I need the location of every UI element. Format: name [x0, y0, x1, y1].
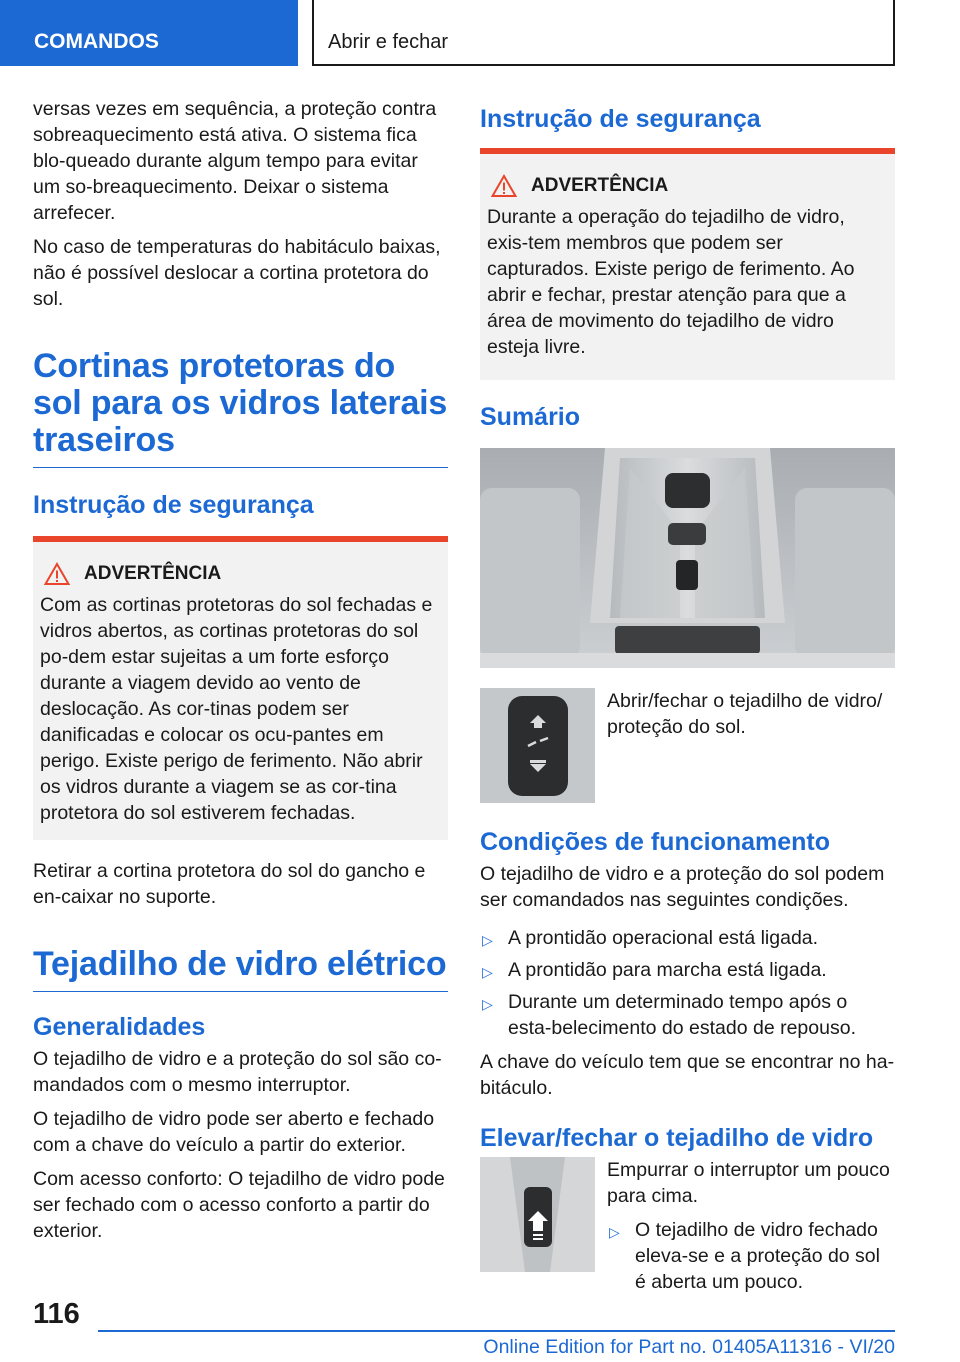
roof-switch-image	[480, 688, 595, 803]
section-heading-general: Generalidades	[33, 1013, 206, 1041]
section-heading-raise: Elevar/fechar o tejadilho de vidro	[480, 1124, 874, 1152]
list-item: ▷ A prontidão operacional está ligada.	[480, 925, 895, 951]
roof-console-image	[480, 448, 895, 668]
right-column	[480, 104, 895, 1303]
paragraph: Retirar a cortina protetora do sol do gancho e en-caixar no suporte.	[33, 860, 426, 908]
paragraph: O tejadilho de vidro e a proteção do sol são co-mandados com o mesmo interruptor.	[33, 1048, 442, 1096]
warning-title: ADVERTÊNCIA	[531, 175, 669, 196]
paragraph: O tejadilho de vidro pode ser aberto e fechado com a chave do veículo a partir do exterior.	[33, 1108, 435, 1156]
warning-triangle-icon	[44, 562, 70, 586]
warning-text: Durante a operação do tejadilho de vidro, exis-tem membros que podem ser capturados. Existe perigo de ferimento. Ao abrir e fechar, prestar atenção para que a área de movimento do tejadilho de vidro esteja livre.	[487, 206, 855, 358]
chapter-heading-curtains: Cortinas protetoras do sol para os vidros laterais traseiros	[33, 348, 448, 468]
switch-figure	[480, 688, 895, 803]
switch-caption: Abrir/fechar o tejadilho de vidro/ proteção do sol.	[607, 690, 883, 738]
paragraph: O tejadilho de vidro e a proteção do sol podem ser comandados nas seguintes condições.	[480, 863, 885, 911]
chapter-heading-roof: Tejadilho de vidro elétrico	[33, 946, 448, 992]
chapter-title: Abrir e fechar	[312, 0, 895, 66]
warning-text: Com as cortinas protetoras do sol fechadas e vidros abertos, as cortinas protetoras do sol po-dem estar sujeitas a um forte esforço durante a viagem devido ao vento de deslocação. As cor-tinas podem ser danificadas e colocar os ocu-pantes em perigo. Existe perigo de ferimento. Não abrir os vidros durante a viagem se as cor-tina protetora do sol estiverem fechadas.	[40, 594, 433, 824]
raise-switch-image	[480, 1157, 595, 1272]
list-item: ▷ Durante um determinado tempo após o esta-belecimento do estado de repouso.	[482, 991, 856, 1039]
bullet-triangle-icon: ▷	[482, 996, 493, 1012]
section-heading-safety: Instrução de segurança	[33, 491, 314, 519]
paragraph: No caso de temperaturas do habitáculo baixas, não é possível deslocar a cortina protetora do sol.	[33, 236, 441, 310]
section-heading-conditions: Condições de funcionamento	[480, 828, 831, 856]
paragraph: Com acesso conforto: O tejadilho de vidro pode ser fechado com o acesso conforto a partir do exterior.	[33, 1168, 445, 1242]
bullet-triangle-icon: ▷	[482, 932, 493, 948]
raise-caption: Empurrar o interruptor um pouco para cima.	[607, 1159, 890, 1207]
list-item: ▷ A prontidão para marcha está ligada.	[480, 957, 895, 983]
section-heading-safety: Instrução de segurança	[480, 105, 761, 133]
conditions-list	[480, 925, 895, 1041]
paragraph: versas vezes em sequência, a proteção contra sobreaquecimento está ativa. O sistema fica blo-queado durante algum tempo para evitar um so-breaquecimento. Deixar o sistema arrefecer.	[33, 98, 437, 224]
paragraph: A chave do veículo tem que se encontrar no ha-bitáculo.	[480, 1051, 895, 1099]
raise-list	[607, 1217, 895, 1295]
bullet-triangle-icon: ▷	[482, 964, 493, 980]
edition-note: Online Edition for Part no. 01405A11316 - VI/20	[483, 1336, 895, 1358]
list-item: ▷ O tejadilho de vidro fechado eleva-se e a proteção do sol é aberta um pouco.	[609, 1219, 880, 1293]
raise-figure	[480, 1157, 895, 1303]
warning-title: ADVERTÊNCIA	[84, 563, 222, 584]
page-number: 116	[33, 1298, 80, 1330]
warning-box	[33, 536, 448, 840]
section-tab: COMANDOS	[0, 0, 298, 66]
footer-divider	[98, 1330, 895, 1332]
bullet-triangle-icon: ▷	[609, 1224, 620, 1240]
section-heading-summary: Sumário	[480, 403, 581, 431]
left-column	[33, 96, 448, 1252]
warning-box	[480, 148, 895, 380]
warning-triangle-icon	[491, 174, 517, 198]
